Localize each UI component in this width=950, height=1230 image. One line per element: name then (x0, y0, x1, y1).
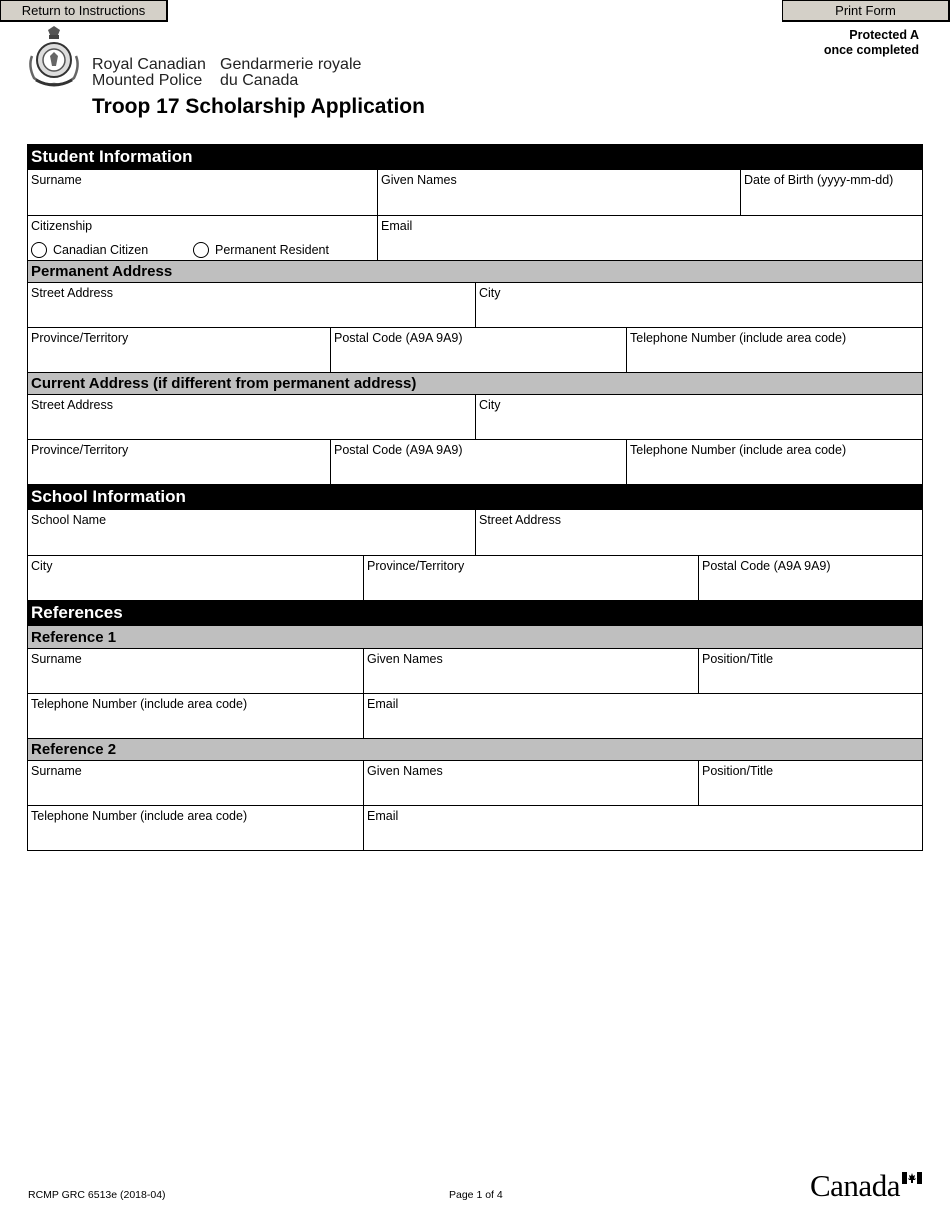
return-to-instructions-button[interactable]: Return to Instructions (0, 0, 168, 22)
school-street-field[interactable] (475, 510, 922, 555)
org-en-line-2: Mounted Police (92, 72, 203, 89)
student-surname-field[interactable] (28, 170, 377, 215)
field-label: Telephone Number (include area code) (630, 331, 847, 345)
ref2-position-field[interactable] (698, 761, 922, 805)
current-phone-field[interactable] (626, 440, 922, 484)
ref1-surname-field[interactable] (28, 649, 363, 693)
org-name-english (92, 57, 206, 89)
field-label: Given Names (367, 652, 443, 666)
field-label: Telephone Number (include area code) (31, 809, 248, 823)
radio-label: Canadian Citizen (53, 243, 149, 257)
field-label: City (479, 286, 501, 300)
field-label: Province/Territory (367, 559, 465, 573)
section-heading-permanent-address: Permanent Address (28, 260, 922, 282)
field-label: Province/Territory (31, 443, 129, 457)
permanent-street-field[interactable] (28, 283, 475, 327)
section-heading-current-address: Current Address (if different from permanent address) (28, 372, 922, 394)
field-label: Email (381, 219, 413, 233)
field-label: Postal Code (A9A 9A9) (702, 559, 831, 573)
application-form (27, 144, 923, 851)
print-form-button[interactable]: Print Form (782, 0, 950, 22)
field-label: School Name (31, 513, 107, 527)
school-province-field[interactable] (363, 556, 698, 600)
permanent-postal-field[interactable] (330, 328, 626, 372)
protected-line-2: once completed (823, 43, 919, 57)
student-email-field[interactable] (377, 216, 922, 260)
field-label: Position/Title (702, 652, 774, 666)
form-title: Troop 17 Scholarship Application (92, 95, 425, 118)
protected-notice (824, 28, 919, 58)
field-label: Surname (31, 173, 82, 187)
field-label: Telephone Number (include area code) (630, 443, 847, 457)
field-label: Date of Birth (yyyy-mm-dd) (744, 173, 894, 187)
ref1-given-names-field[interactable] (363, 649, 698, 693)
field-label: Street Address (31, 286, 113, 300)
permanent-province-field[interactable] (28, 328, 330, 372)
field-label: Street Address (479, 513, 561, 527)
school-name-field[interactable] (28, 510, 475, 555)
field-label: Given Names (381, 173, 457, 187)
permanent-phone-field[interactable] (626, 328, 922, 372)
org-fr-line-1: Gendarmerie royale (220, 56, 362, 73)
current-province-field[interactable] (28, 440, 330, 484)
field-label: Street Address (31, 398, 113, 412)
field-label: Email (367, 697, 399, 711)
current-city-field[interactable] (475, 395, 922, 439)
ref1-position-field[interactable] (698, 649, 922, 693)
field-label: Postal Code (A9A 9A9) (334, 331, 463, 345)
section-heading-school: School Information (28, 484, 922, 510)
ref2-given-names-field[interactable] (363, 761, 698, 805)
radio-canadian-citizen[interactable] (31, 242, 193, 258)
student-dob-field[interactable] (740, 170, 922, 215)
protected-line-1: Protected A (849, 28, 919, 42)
radio-label: Permanent Resident (215, 243, 329, 257)
student-given-names-field[interactable] (377, 170, 740, 215)
radio-permanent-resident[interactable] (193, 242, 329, 258)
org-name-french (220, 57, 361, 89)
field-label: Telephone Number (include area code) (31, 697, 248, 711)
field-label: Surname (31, 652, 82, 666)
canada-wordmark: Canada (810, 1168, 900, 1203)
radio-circle-icon[interactable] (193, 242, 209, 258)
canada-flag-icon (902, 1172, 922, 1184)
current-street-field[interactable] (28, 395, 475, 439)
permanent-city-field[interactable] (475, 283, 922, 327)
school-postal-field[interactable] (698, 556, 922, 600)
rcmp-crest-icon (26, 26, 82, 90)
school-city-field[interactable] (28, 556, 363, 600)
ref1-phone-field[interactable] (28, 694, 363, 738)
section-heading-student: Student Information (28, 144, 922, 170)
ref2-phone-field[interactable] (28, 806, 363, 850)
field-label: Province/Territory (31, 331, 129, 345)
field-label: City (479, 398, 501, 412)
org-fr-line-2: du Canada (220, 72, 299, 89)
section-heading-reference-2: Reference 2 (28, 738, 922, 760)
field-label: City (31, 559, 53, 573)
ref1-email-field[interactable] (363, 694, 922, 738)
section-heading-references: References (28, 600, 922, 626)
form-code: RCMP GRC 6513e (2018-04) (28, 1189, 166, 1201)
radio-circle-icon[interactable] (31, 242, 47, 258)
ref2-email-field[interactable] (363, 806, 922, 850)
field-label: Postal Code (A9A 9A9) (334, 443, 463, 457)
page-number: Page 1 of 4 (449, 1189, 503, 1201)
ref2-surname-field[interactable] (28, 761, 363, 805)
org-en-line-1: Royal Canadian (92, 56, 206, 73)
citizenship-group (28, 216, 377, 260)
field-label: Given Names (367, 764, 443, 778)
field-label: Citizenship (31, 219, 93, 233)
section-heading-reference-1: Reference 1 (28, 626, 922, 648)
field-label: Surname (31, 764, 82, 778)
field-label: Email (367, 809, 399, 823)
current-postal-field[interactable] (330, 440, 626, 484)
field-label: Position/Title (702, 764, 774, 778)
